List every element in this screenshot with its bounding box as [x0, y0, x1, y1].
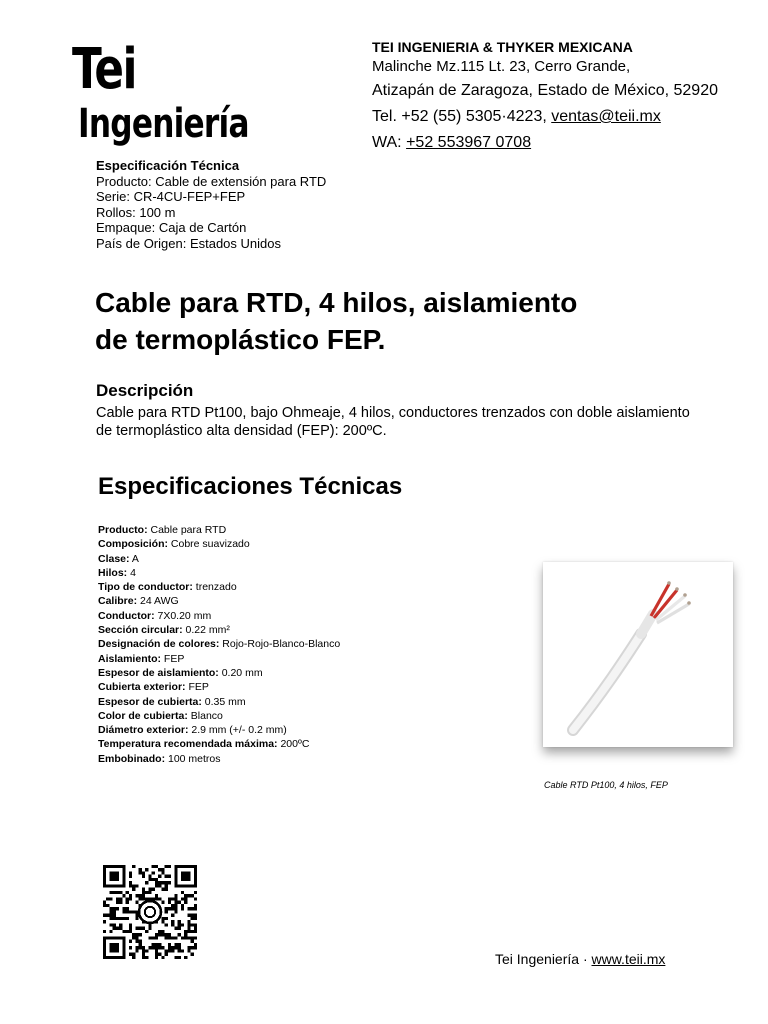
spec-value: Cable para RTD [147, 524, 227, 536]
spec-label: Embobinado: [98, 752, 166, 765]
spec-row [98, 580, 518, 594]
company-logo [72, 38, 262, 146]
spec-row [98, 752, 518, 766]
spec-summary-row: Producto: Cable de extensión para RTD [96, 173, 327, 189]
description-line-1: Cable para RTD Pt100, bajo Ohmeaje, 4 hilos, conductores trenzados con doble aislamiento [96, 405, 690, 421]
spec-row [98, 666, 518, 680]
logo-text-tei: Tei [72, 37, 136, 102]
spec-value: 100 metros [165, 752, 221, 765]
spec-summary [96, 158, 396, 251]
company-name: TEI INGENIERIA & THYKER MEXICANA [372, 39, 633, 55]
description-title: Descripción [96, 381, 194, 400]
spec-row [98, 680, 518, 694]
qr-code-icon [103, 865, 197, 959]
spec-row [98, 537, 518, 551]
spec-summary-row: Rollos: 100 m [96, 204, 176, 220]
spec-label: Calibre: [98, 595, 138, 608]
spec-value: FEP [185, 681, 209, 694]
website-link[interactable]: www.teii.mx [591, 951, 666, 967]
phone-email-line [372, 104, 752, 130]
whatsapp-line [372, 130, 752, 156]
spec-label: Designación de colores: [98, 638, 220, 651]
spec-row [98, 523, 518, 537]
spec-label: Clase: [98, 552, 130, 565]
specs-list [98, 523, 518, 766]
address-line-1: Malinche Mz.115 Lt. 23, Cerro Grande, [372, 58, 631, 75]
spec-row [98, 652, 518, 666]
spec-label: Cubierta exterior: [98, 681, 186, 694]
phone-text: Tel. +52 (55) 5305·4223, [372, 108, 552, 125]
spec-value: 0.35 mm [201, 695, 246, 708]
spec-label: Producto: [98, 524, 148, 536]
spec-value: 200ºC [277, 738, 310, 751]
spec-label: Color de cubierta: [98, 709, 188, 722]
spec-summary-title: Especificación Técnica [96, 158, 240, 173]
spec-value: trenzado [192, 581, 237, 594]
cable-illustration [543, 562, 733, 747]
whatsapp-link[interactable]: +52 553967 0708 [406, 134, 532, 151]
email-link[interactable]: ventas@teii.mx [551, 108, 661, 125]
photo-caption: Cable RTD Pt100, 4 hilos, FEP [544, 780, 668, 790]
spec-value: 0.20 mm [218, 666, 263, 679]
footer [495, 950, 665, 968]
spec-row [98, 566, 518, 580]
description-text [96, 404, 736, 440]
spec-label: Hilos: [98, 566, 128, 579]
spec-summary-row: Empaque: Caja de Cartón [96, 220, 247, 235]
spec-summary-row: País de Origen: Estados Unidos [96, 235, 281, 251]
spec-label: Temperatura recomendada máxima: [98, 738, 278, 751]
spec-row [98, 737, 518, 751]
page-title-line-2: de termoplástico FEP. [95, 324, 386, 355]
spec-value: 2.9 mm (+/- 0.2 mm) [188, 724, 287, 737]
whatsapp-qr-code [103, 865, 197, 959]
specs-title: Especificaciones Técnicas [98, 473, 403, 500]
logo-text-ingenieria: Ingeniería [78, 101, 249, 147]
spec-value: 0.22 mm² [182, 624, 230, 637]
spec-value: A [129, 552, 139, 565]
whatsapp-label: WA: [372, 134, 407, 151]
page-title [95, 284, 715, 358]
spec-label: Conductor: [98, 609, 155, 622]
spec-label: Aislamiento: [98, 652, 162, 665]
spec-row [98, 723, 518, 737]
spec-label: Sección circular: [98, 624, 183, 637]
spec-label: Diámetro exterior: [98, 724, 189, 737]
description-line-2: de termoplástico alta densidad (FEP): 200ºC. [96, 423, 387, 439]
spec-row [98, 709, 518, 723]
spec-label: Tipo de conductor: [98, 581, 193, 594]
spec-value: 7X0.20 mm [154, 609, 212, 622]
spec-row [98, 609, 518, 623]
spec-value: Cobre suavizado [168, 538, 250, 551]
spec-row [98, 637, 518, 651]
spec-row [98, 695, 518, 709]
address-line-2: Atizapán de Zaragoza, Estado de México, 52920 [372, 82, 718, 99]
page-title-line-1: Cable para RTD, 4 hilos, aislamiento [95, 287, 578, 318]
spec-value: Rojo-Rojo-Blanco-Blanco [219, 638, 341, 651]
company-contact [372, 38, 752, 156]
spec-row [98, 552, 518, 566]
spec-row [98, 623, 518, 637]
spec-label: Espesor de cubierta: [98, 695, 202, 708]
spec-row [98, 594, 518, 608]
spec-value: 4 [127, 566, 136, 579]
spec-summary-row: Serie: CR-4CU-FEP+FEP [96, 189, 246, 204]
spec-label: Espesor de aislamiento: [98, 666, 219, 679]
spec-value: FEP [161, 652, 185, 665]
spec-label: Composición: [98, 538, 168, 551]
product-photo [543, 562, 733, 747]
spec-value: 24 AWG [137, 595, 179, 608]
spec-value: Blanco [187, 709, 223, 722]
footer-brand: Tei Ingeniería · [495, 951, 592, 967]
